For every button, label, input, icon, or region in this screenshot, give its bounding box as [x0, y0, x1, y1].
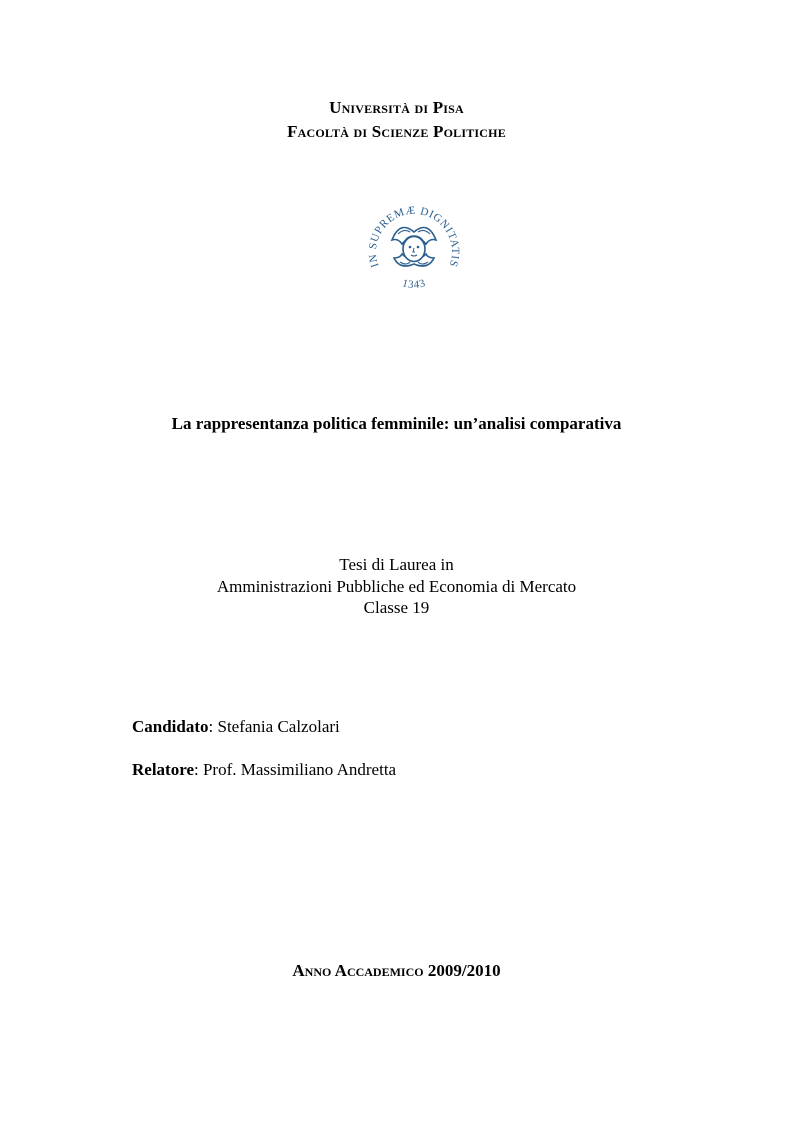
degree-program: Amministrazioni Pubbliche ed Economia di Mercato	[216, 577, 577, 596]
degree-type: Tesi di Laurea in	[339, 555, 454, 574]
seal-motto: IN SUPREMÆ DIGNITATIS	[366, 204, 462, 269]
advisor-name: : Prof. Massimiliano Andretta	[194, 760, 397, 779]
academic-year-label: Anno Accademico	[292, 961, 424, 980]
candidate-name: : Stefania Calzolari	[208, 717, 340, 736]
candidate-line	[132, 717, 340, 737]
candidate-label: Candidato	[132, 717, 209, 736]
advisor-line	[132, 760, 396, 780]
university-name: Università di Pisa	[329, 98, 464, 117]
degree-class: Classe 19	[363, 598, 430, 617]
thesis-title: La rappresentanza politica femminile: un’analisi comparativa	[171, 414, 622, 433]
seal-cherub-head	[392, 228, 436, 267]
seal-year: 1343	[400, 277, 428, 292]
academic-year-line	[0, 961, 793, 981]
university-seal-icon	[356, 194, 472, 300]
advisor-label: Relatore	[132, 760, 194, 779]
faculty-name: Facoltà di Scienze Politiche	[287, 122, 506, 141]
academic-year-value: 2009/2010	[427, 961, 501, 980]
